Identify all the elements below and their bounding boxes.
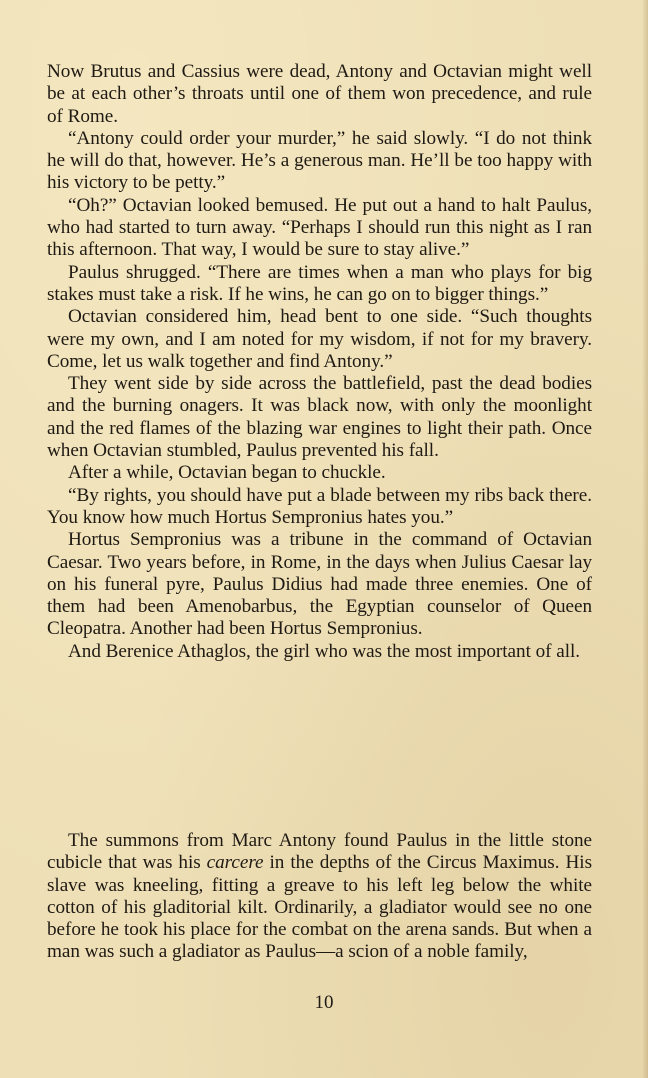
paragraph: “By rights, you should have put a blade between my ribs back there. You know how much Hortus Sempronius hates you.” <box>47 484 592 528</box>
paragraph: After a while, Octavian began to chuckle. <box>68 462 386 484</box>
paragraph: Hortus Sempronius was a tribune in the command of Octavian Caesar. Two years before, in Rome, in the days when Julius Caesar lay on his funeral pyre, Paulus Didius had made three enemies. One of them had been Amenobarbus, the Egyptian counselor of Queen Cleopatra. Another had been Hortus Sempronius. <box>47 529 592 640</box>
page-edge <box>642 0 648 1078</box>
text-block-top <box>47 61 592 663</box>
paragraph: Now Brutus and Cassius were dead, Antony and Octavian might well be at each other’s throats until one of them won precedence, and rule of Rome. <box>47 61 592 127</box>
paragraph: “Antony could order your murder,” he said slowly. “I do not think he will do that, however. He’s a generous man. He’ll be too happy with his victory to be petty.” <box>47 127 592 194</box>
section-opening-paragraph <box>47 830 592 964</box>
text-block-section-two <box>47 830 592 964</box>
paragraph-text: in the depths of the Circus Maximus. His slave was kneeling, fitting a greave to his left leg below the white cotton of his gladitorial kilt. Ordinarily, a gladiator would see no one before he took his place for the combat on the arena sands. But when a man was such a gladiator as Paulus—a scion of a noble family, <box>47 852 592 963</box>
paragraph-text: The summons from Marc Antony found Paulus in the little stone cubicle that was his <box>47 830 592 874</box>
italic-term: carcere <box>206 852 264 874</box>
paragraph: They went side by side across the battlefield, past the dead bodies and the burning onagers. It was black now, with only the moonlight and the red flames of the blazing war engines to light their path. Once when Octavian stumbled, Paulus prevented his fall. <box>47 373 592 462</box>
paragraph: Paulus shrugged. “There are times when a man who plays for big stakes must take a risk. If he wins, he can go on to bigger things.” <box>47 261 592 305</box>
paragraph: And Berenice Athaglos, the girl who was the most important of all. <box>68 640 580 662</box>
paragraph: “Oh?” Octavian looked bemused. He put out a hand to halt Paulus, who had started to turn away. “Perhaps I should run this night as I ran this afternoon. That way, I would be sure to stay alive.” <box>47 194 592 261</box>
page-number: 10 <box>314 992 334 1013</box>
paragraph: Octavian considered him, head bent to one side. “Such thoughts were my own, and I am noted for my wisdom, if not for my bravery. Come, let us walk together and find Antony.” <box>47 306 592 372</box>
